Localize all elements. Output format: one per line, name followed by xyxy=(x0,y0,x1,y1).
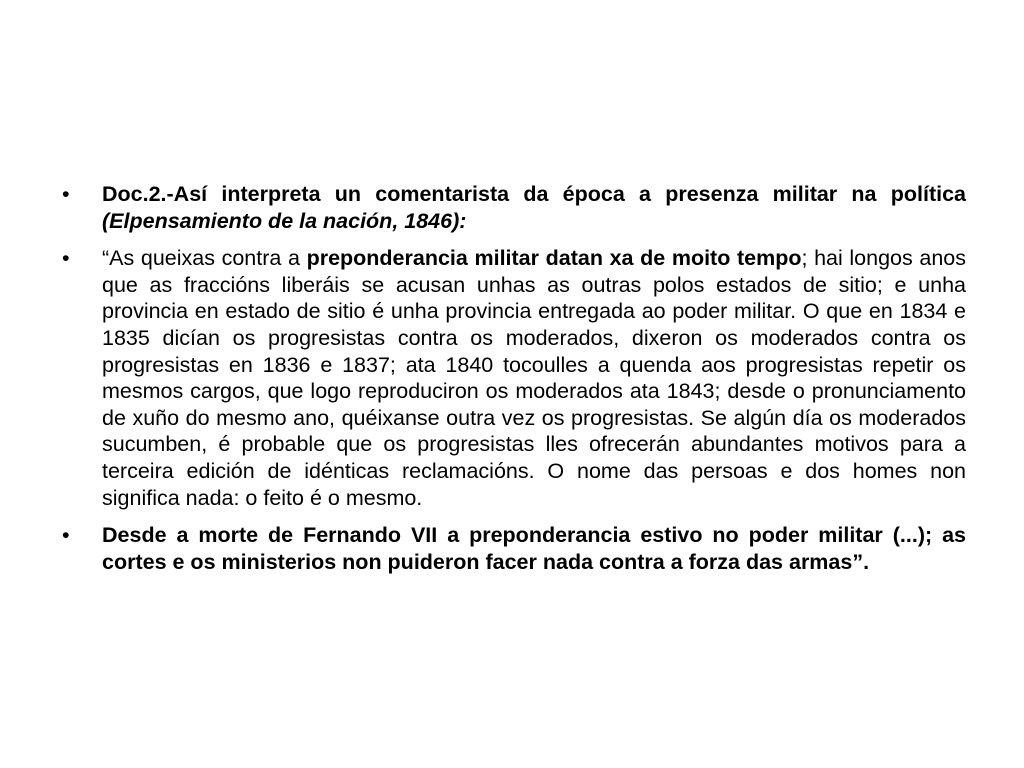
bullet-item-quote xyxy=(62,245,966,511)
bullet-list xyxy=(62,181,966,586)
quote-highlight-text: preponderancia militar datan xa de moito tempo xyxy=(306,246,802,271)
bullet-item-conclusion xyxy=(62,522,966,575)
bullet-item-document-title xyxy=(62,181,966,234)
bullet-dot: • xyxy=(62,182,70,206)
document-source-text: (Elpensamiento de la nación, 1846): xyxy=(102,208,467,233)
quote-text-body: ; hai longos anos que as fraccións liberáis se acusan unhas as outras polos estados de sitio; e unha provincia en estado de sitio é unha provincia entregada ao poder militar. O que en 1834 e 1835 dicían os progresistas contra os moderados, dixeron os moderados contra os progresistas en 1836 e 1837; ata 1840 tocoulles a quenda aos progresistas repetir os mesmos cargos, que logo reproduciron os moderados ata 1843; desde o pronunciamento de xuño do mesmo ano, quéixanse outra vez os progresistas. Se algún día os moderados sucumben, é probable que os progresistas lles ofrecerán abundantes motivos para a terceira edición de idénticas reclamacións. O nome das persoas e dos homes non significa nada: o feito é o mesmo. xyxy=(102,246,966,510)
conclusion-text: Desde a morte de Fernando VII a preponderancia estivo no poder militar (...); as cortes e os ministerios non puideron facer nada contra a forza das armas”. xyxy=(102,523,966,574)
quote-text-start: “As queixas contra a xyxy=(102,246,307,271)
bullet-dot: • xyxy=(62,246,70,271)
bullet-dot: • xyxy=(62,523,70,548)
document-heading-text: Doc.2.-Así interpreta un comentarista da época a presenza militar na política xyxy=(102,182,966,206)
